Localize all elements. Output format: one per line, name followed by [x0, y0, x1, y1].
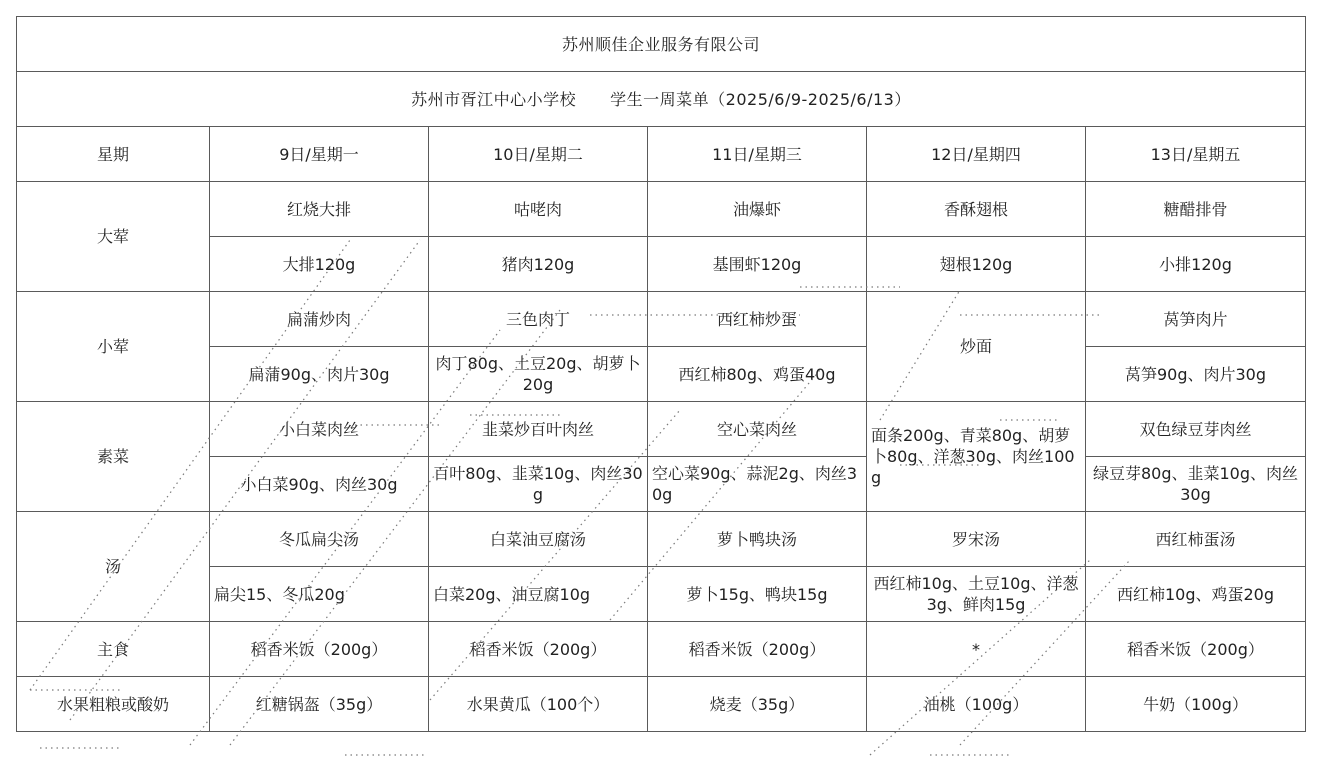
dish-cell: 咕咾肉 — [429, 182, 648, 237]
dish-cell: 三色肉丁 — [429, 292, 648, 347]
dish-cell: 糖醋排骨 — [1086, 182, 1306, 237]
dish-cell: 西红柿炒蛋 — [648, 292, 867, 347]
category-label: 大荤 — [17, 182, 210, 292]
extra-cell: 水果黄瓜（100个） — [429, 677, 648, 732]
category-label: 素菜 — [17, 402, 210, 512]
menu-title — [17, 72, 1306, 127]
company-row — [17, 17, 1306, 72]
small-meat-dish-row — [17, 292, 1306, 347]
ingredient-cell: 绿豆芽80g、韭菜10g、肉丝30g — [1086, 457, 1306, 512]
ingredient-cell: 肉丁80g、土豆20g、胡萝卜20g — [429, 347, 648, 402]
extra-cell: 牛奶（100g） — [1086, 677, 1306, 732]
dish-cell: 双色绿豆芽肉丝 — [1086, 402, 1306, 457]
company-name: 苏州顺佳企业服务有限公司 — [17, 17, 1306, 72]
menu-title-row — [17, 72, 1306, 127]
dish-cell: 韭菜炒百叶肉丝 — [429, 402, 648, 457]
ingredient-cell: 猪肉120g — [429, 237, 648, 292]
staple-cell: 稻香米饭（200g） — [429, 622, 648, 677]
ingredient-cell: 翅根120g — [867, 237, 1086, 292]
ingredient-cell: 西红柿80g、鸡蛋40g — [648, 347, 867, 402]
staple-cell: 稻香米饭（200g） — [210, 622, 429, 677]
day-header: 10日/星期二 — [429, 127, 648, 182]
dish-cell: 扁蒲炒肉 — [210, 292, 429, 347]
day-header: 9日/星期一 — [210, 127, 429, 182]
category-label: 汤 — [17, 512, 210, 622]
staple-cell: 稻香米饭（200g） — [648, 622, 867, 677]
header-label: 星期 — [17, 127, 210, 182]
soup-ingredient-row — [17, 567, 1306, 622]
dish-cell: 冬瓜扁尖汤 — [210, 512, 429, 567]
ingredient-cell: 莴笋90g、肉片30g — [1086, 347, 1306, 402]
dish-cell: 西红柿蛋汤 — [1086, 512, 1306, 567]
staple-row — [17, 622, 1306, 677]
dish-cell: 香酥翅根 — [867, 182, 1086, 237]
dish-cell: 炒面 — [867, 292, 1086, 402]
big-meat-dish-row — [17, 182, 1306, 237]
ingredient-cell: 百叶80g、韭菜10g、肉丝30g — [429, 457, 648, 512]
weekly-menu-table — [16, 16, 1306, 732]
small-meat-ingredient-row — [17, 347, 1306, 402]
dish-cell: 空心菜肉丝 — [648, 402, 867, 457]
vegetable-ingredient-row — [17, 457, 1306, 512]
dish-cell: 小白菜肉丝 — [210, 402, 429, 457]
category-label: 水果粗粮或酸奶 — [17, 677, 210, 732]
ingredient-cell: 萝卜15g、鸭块15g — [648, 567, 867, 622]
ingredient-cell: 西红柿10g、鸡蛋20g — [1086, 567, 1306, 622]
ingredient-cell: 基围虾120g — [648, 237, 867, 292]
ingredient-cell: 白菜20g、油豆腐10g — [429, 567, 648, 622]
header-row — [17, 127, 1306, 182]
day-header: 12日/星期四 — [867, 127, 1086, 182]
dish-cell: 红烧大排 — [210, 182, 429, 237]
dish-cell: 莴笋肉片 — [1086, 292, 1306, 347]
dish-cell: 萝卜鸭块汤 — [648, 512, 867, 567]
staple-cell: 稻香米饭（200g） — [1086, 622, 1306, 677]
day-header: 11日/星期三 — [648, 127, 867, 182]
staple-cell: * — [867, 622, 1086, 677]
extra-row — [17, 677, 1306, 732]
dish-cell: 面条200g、青菜80g、胡萝卜80g、洋葱30g、肉丝100g — [867, 402, 1086, 512]
school-name: 苏州市胥江中心小学校 — [411, 89, 577, 109]
dish-cell: 油爆虾 — [648, 182, 867, 237]
category-label: 小荤 — [17, 292, 210, 402]
day-header: 13日/星期五 — [1086, 127, 1306, 182]
dish-cell: 罗宋汤 — [867, 512, 1086, 567]
big-meat-ingredient-row — [17, 237, 1306, 292]
extra-cell: 油桃（100g） — [867, 677, 1086, 732]
ingredient-cell: 扁蒲90g、肉片30g — [210, 347, 429, 402]
menu-subtitle: 学生一周菜单（2025/6/9-2025/6/13） — [610, 89, 911, 109]
ingredient-cell: 大排120g — [210, 237, 429, 292]
vegetable-dish-row — [17, 402, 1306, 457]
ingredient-cell: 小白菜90g、肉丝30g — [210, 457, 429, 512]
extra-cell: 红糖锅盔（35g） — [210, 677, 429, 732]
ingredient-cell: 小排120g — [1086, 237, 1306, 292]
extra-cell: 烧麦（35g） — [648, 677, 867, 732]
ingredient-cell: 扁尖15、冬瓜20g — [210, 567, 429, 622]
ingredient-cell: 空心菜90g、蒜泥2g、肉丝30g — [648, 457, 867, 512]
dish-cell: 白菜油豆腐汤 — [429, 512, 648, 567]
ingredient-cell: 西红柿10g、土豆10g、洋葱3g、鲜肉15g — [867, 567, 1086, 622]
soup-dish-row — [17, 512, 1306, 567]
category-label: 主食 — [17, 622, 210, 677]
